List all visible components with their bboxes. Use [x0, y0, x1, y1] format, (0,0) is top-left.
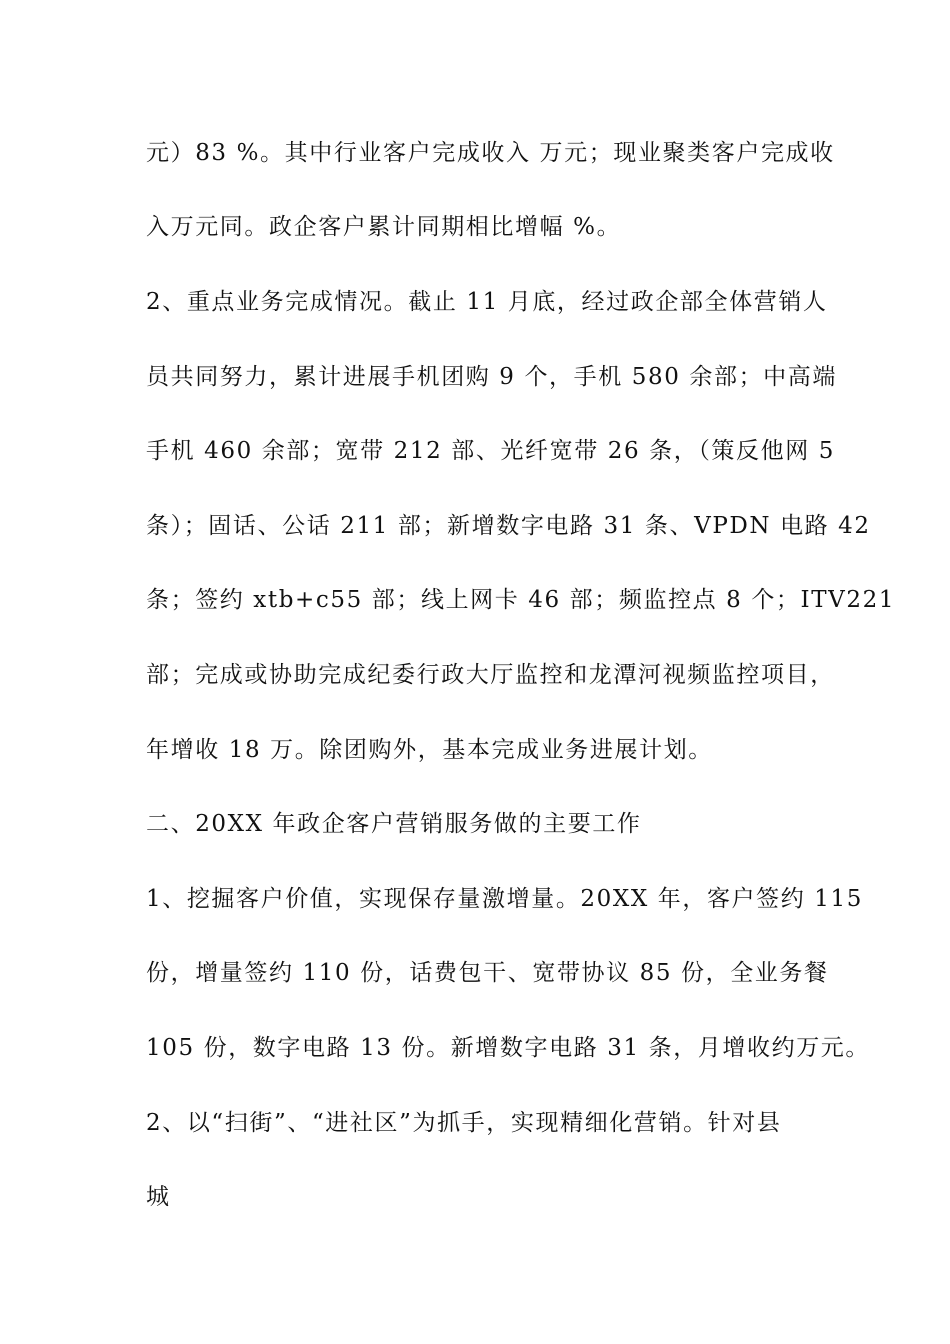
text-line-11: 1、挖掘客户价值，实现保存量激增量。20XX 年，客户签约 115	[146, 886, 863, 912]
text-line-7: 条；签约 xtb+c55 部；线上网卡 46 部；频监控点 8 个；ITV221	[146, 587, 896, 613]
text-line-1: 元）83 %。其中行业客户完成收入 万元；现业聚类客户完成收	[146, 140, 835, 166]
text-line-6: 条）；固话、公话 211 部；新增数字电路 31 条、VPDN 电路 42	[146, 513, 871, 539]
text-line-3: 2、重点业务完成情况。截止 11 月底，经过政企部全体营销人	[146, 289, 828, 315]
section-heading: 二、20XX 年政企客户营销服务做的主要工作	[146, 811, 642, 837]
text-line-13: 105 份，数字电路 13 份。新增数字电路 31 条，月增收约万元。	[146, 1035, 870, 1061]
text-line-4: 员共同努力，累计进展手机团购 9 个，手机 580 余部；中高端	[146, 364, 837, 390]
text-line-15: 城	[146, 1184, 171, 1210]
text-line-9: 年增收 18 万。除团购外，基本完成业务进展计划。	[146, 737, 713, 763]
text-line-2: 入万元同。政企客户累计同期相比增幅 %。	[146, 214, 622, 240]
text-line-5: 手机 460 余部；宽带 212 部、光纤宽带 26 条，（策反他网 5	[146, 438, 835, 464]
text-line-14: 2、以“扫街”、“进社区”为抓手，实现精细化营销。针对县	[146, 1110, 782, 1136]
text-line-12: 份，增量签约 110 份，话费包干、宽带协议 85 份，全业务餐	[146, 960, 829, 986]
text-line-8: 部；完成或协助完成纪委行政大厅监控和龙潭河视频监控项目，	[146, 662, 835, 688]
